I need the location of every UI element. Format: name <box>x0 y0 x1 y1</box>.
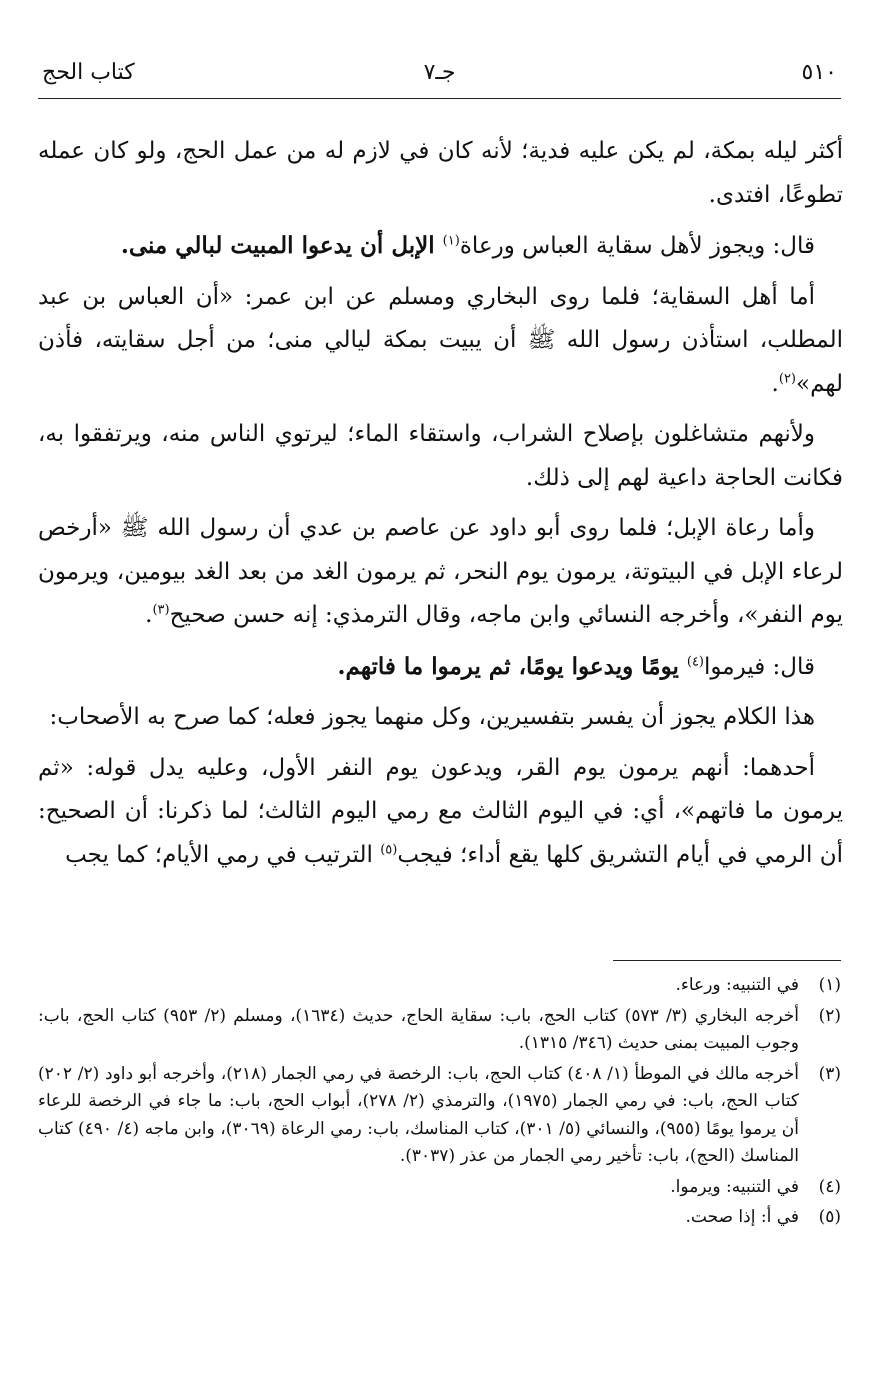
footnote-text: أخرجه البخاري (٣/ ٥٧٣) كتاب الحج، باب: سقاية الحاج، حديث (١٦٣٤)، ومسلم (٢/ ٩٥٣) كتاب الحج، باب: وجوب المبيت بمنى حديث (٣٤٦/ ١٣١٥). <box>38 1005 799 1053</box>
paragraph-1 <box>38 130 843 217</box>
header-divider <box>38 98 841 99</box>
footnote-number: (٢) <box>818 1005 841 1026</box>
footnote-text: في التنبيه: ورعاء. <box>675 975 799 995</box>
footnote <box>38 1204 841 1232</box>
paragraph-3-end: . <box>771 370 779 397</box>
book-title: كتاب الحج <box>42 60 135 85</box>
footnote-number: (٥) <box>818 1207 841 1227</box>
paragraph-2 <box>38 224 843 269</box>
paragraph-1-text: أكثر ليله بمكة، لم يكن عليه فدية؛ لأنه كان في لازم له من عمل الحج، ولو كان عمله تطوعًا، افتدى. <box>38 138 843 208</box>
paragraph-5-text: وأما رعاة الإبل؛ فلما روى أبو داود عن عاصم بن عدي أن رسول الله ﷺ «أرخص لرعاء الإبل في البيتوتة، يرمون يوم النحر، ثم يرمون الغد من بعد الغد بيومين، ويرمون يوم النفر»، وأخرجه النسائي وابن ماجه، وقال الترمذي: إنه حسن صحيح <box>38 515 843 628</box>
footnote-ref-3[interactable]: (٣) <box>152 602 170 618</box>
main-text <box>38 130 843 884</box>
paragraph-3-text: أما أهل السقاية؛ فلما روى البخاري ومسلم عن ابن عمر: «أن العباس بن عبد المطلب، استأذن رسول الله ﷺ أن يبيت بمكة ليالي منى؛ من أجل سقايته، فأذن لهم» <box>38 283 843 397</box>
footnote <box>38 1174 841 1202</box>
paragraph-8-text: أحدهما: أنهم يرمون يوم القر، ويدعون يوم النفر الأول، وعليه يدل قوله: «ثم يرمون ما فاتهم»، أي: في اليوم الثالث مع رمي اليوم الثالث؛ لما ذكرنا: أن الصحيح: أن الرمي في أيام التشريق كلها يقع أداء؛ فيجب <box>38 754 843 868</box>
paragraph-6-bold: يومًا ويدعوا يومًا، ثم يرموا ما فاتهم. <box>337 652 687 680</box>
footnote-ref-2[interactable]: (٢) <box>778 370 796 386</box>
footnote-divider <box>613 960 841 961</box>
footnote-ref-5[interactable]: (٥) <box>380 841 398 857</box>
paragraph-6-text: قال: فيرموا <box>704 653 815 680</box>
paragraph-6 <box>38 645 843 690</box>
paragraph-7 <box>38 696 843 740</box>
footnote-ref-1[interactable]: (١) <box>442 233 460 249</box>
paragraph-5 <box>38 507 843 638</box>
footnote <box>38 1003 841 1058</box>
paragraph-2-bold: الإبل أن يدعوا المبيت لبالي منى. <box>120 232 443 259</box>
paragraph-5-end: . <box>145 602 153 628</box>
footnote-number: (٤) <box>818 1176 841 1197</box>
footnotes <box>38 972 841 1235</box>
paragraph-4-text: ولأنهم متشاغلون بإصلاح الشراب، واستقاء الماء؛ ليرتوي الناس منه، ويرتفقوا به، فكانت الحاجة داعية لهم إلى ذلك. <box>38 421 843 491</box>
footnote <box>38 1061 841 1171</box>
paragraph-7-text: هذا الكلام يجوز أن يفسر بتفسيرين، وكل منهما يجوز فعله؛ كما صرح به الأصحاب: <box>49 704 815 730</box>
volume-label: جـ٧ <box>423 60 456 85</box>
page-number: ٥١٠ <box>801 60 837 85</box>
paragraph-4 <box>38 413 843 500</box>
footnote <box>38 972 841 1000</box>
footnote-text: في التنبيه: ويرموا. <box>670 1176 799 1197</box>
running-header <box>38 60 841 96</box>
footnote-text: أخرجه مالك في الموطأ (١/ ٤٠٨) كتاب الحج، باب: الرخصة في رمي الجمار (٢١٨)، وأخرجه أبو داود (٢/ ٢٠٢) كتاب الحج، باب: في رمي الجمار (١٩٧٥)، والترمذي (٢/ ٢٧٨)، أبواب الحج، باب: ما جاء في الرخصة للرعاء أن يرموا يومًا (٩٥٥)، والنسائي (٥/ ٣٠١)، كتاب المناسك، باب: رمي الرعاة (٣٠٦٩)، وابن ماجه (٤/ ٤٩٠) كتاب المناسك (الحج)، باب: تأخير رمي الجمار من عذر (٣٠٣٧). <box>38 1063 800 1166</box>
footnote-ref-4[interactable]: (٤) <box>686 653 704 669</box>
footnote-number: (١) <box>818 975 841 995</box>
paragraph-2-text: قال: ويجوز لأهل سقاية العباس ورعاة <box>459 233 815 259</box>
paragraph-8-end: الترتيب في رمي الأيام؛ كما يجب <box>65 841 381 868</box>
paragraph-3 <box>38 276 843 407</box>
footnote-text: في أ: إذا صحت. <box>685 1207 799 1227</box>
footnote-number: (٣) <box>818 1063 841 1084</box>
paragraph-8 <box>38 747 843 878</box>
